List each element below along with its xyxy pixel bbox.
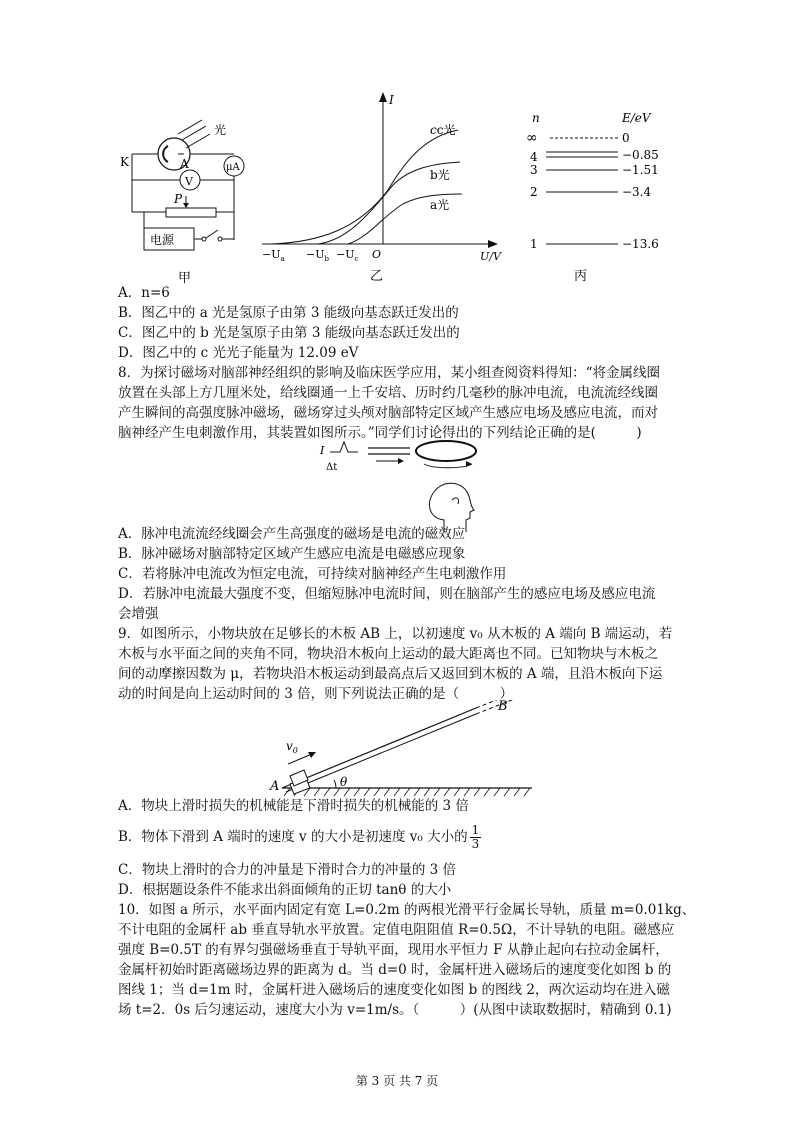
q9-option-a: A．物块上滑时损失的机械能是下滑时损失的机械能的 3 倍 [118,798,469,814]
q8-stem-line-2: 放置在头部上方几厘米处，给线圈通一上千安培、历时约几毫秒的脉冲电流，电流流经线圈 [118,385,658,401]
level-n-4: 4 [530,150,538,164]
q8-option-d: D．若脉冲电流最大强度不变，但缩短脉冲电流时间，则在脑部产生的感应电场及感应电流 [118,586,656,602]
n-header: n [532,111,540,125]
level-e-4: −0.85 [622,148,659,162]
q9-stem-line-2: 木板与水平面之间的夹角不同，物块沿木板向上运动的最大距离也不同。已知物块与木板之 [118,646,658,662]
fraction-denominator: 3 [471,837,480,851]
q8-option-b: B．脉冲磁场对脑部特定区域产生感应电流是电磁感应现象 [118,546,466,562]
fraction-one-third [470,824,482,851]
level-n-inf: ∞ [526,130,538,146]
curve-c [272,130,458,244]
q9-stem-line-4: 动的时间是向上运动时间的 3 倍，则下列说法正确的是（ ） [118,686,514,702]
q8-option-a: A．脉冲电流流经线圈会产生高强度的磁场是电流的磁效应 [118,526,466,542]
q7-option-c: C．图乙中的 b 光是氢原子由第 3 能级向基态跃迁发出的 [118,325,460,341]
curve-a-label: a光 [430,198,450,212]
level-e-1: −13.6 [622,237,659,251]
figure-yi-iu-curves [258,90,508,286]
cathode-k-label: K [120,155,129,169]
fraction-numerator: 1 [471,823,480,837]
q8-stem-line-1: 8．为探讨磁场对脑部神经组织的影响及临床医学应用，某小组查阅资料得知：“将金属线圈 [118,365,660,381]
pulse-i-label: I [320,444,325,457]
q9-option-d: D．根据题设条件不能求出斜面倾角的正切 tanθ 的大小 [118,882,452,898]
q7-option-a: A．n=6 [118,285,170,301]
uc-tick: $-U_c$ [336,248,359,263]
q10-stem-line-2: 不计电阻的金属杆 ab 垂直导轨水平放置。定值电阻阻值 R=0.5Ω，不计导轨的电阻。磁感应 [118,922,675,938]
light-label: 光 [214,123,227,137]
q7-option-b: B．图乙中的 a 光是氢原子由第 3 能级向基态跃迁发出的 [118,305,459,321]
point-b-label: B [498,700,508,714]
q8-stem-line-3: 产生瞬间的高强度脉冲磁场，磁场穿过头颅对脑部特定区域产生感应电场及感应电流，而对 [118,405,658,421]
level-n-1: 1 [530,237,538,251]
theta-label: θ [340,775,348,789]
anode-a-label: A [180,157,189,171]
ub-tick: $-U_b$ [306,248,329,263]
level-e-3: −1.51 [622,163,659,177]
q10-stem-line-1: 10．如图 a 所示，水平面内固定有宽 L=0.2m 的两根光滑平行金属长导轨，质量 m=0.01kg、 [118,902,696,918]
q9-option-b-text: B．物体下滑到 A 端时的速度 v 的大小是初速度 v₀ 大小的 [118,829,468,845]
figure-yi-caption: 乙 [370,269,384,284]
level-e-inf: 0 [622,131,630,145]
u-axis-label: U/V [480,250,501,263]
q9-incline-figure [266,700,536,800]
power-source-label: 电源 [150,233,175,247]
level-n-3: 3 [530,163,538,177]
q8-stem-line-4: 脑神经产生电刺激作用，其装置如图所示。”同学们讨论得出的下列结论正确的是( ) [118,425,642,441]
q7-option-d: D．图乙中的 c 光光子能量为 12.09 eV [118,345,359,361]
figure-bing-caption: 丙 [574,269,588,284]
origin-label: O [372,248,382,261]
voltmeter-label: V [185,175,193,188]
v0-label: $v_0$ [286,739,298,755]
q8-option-c: C．若将脉冲电流改为恒定电流，可持续对脑神经产生电刺激作用 [118,566,507,582]
ua-tick: $-U_a$ [262,248,285,263]
microammeter-label: μA [226,162,240,173]
page-footer: 第 3 页 共 7 页 [355,1074,439,1088]
figure-jia-circuit [118,118,248,288]
level-n-2: 2 [530,185,538,199]
point-a-label: A [270,779,280,794]
q10-stem-line-4: 金属杆初始时距离磁场边界的距离为 d。当 d=0 时，金属杆进入磁场后的速度变化如图 b 的 [118,962,672,978]
q10-stem-line-3: 强度 B=0.5T 的有界匀强磁场垂直于导轨平面，现用水平恒力 F 从静止起向右拉动金属杆， [118,942,669,958]
q9-option-c: C．物块上滑时的合力的冲量是下滑时合力的冲量的 3 倍 [118,862,457,878]
q9-option-b [118,818,688,858]
q8-option-d-continued: 会增强 [118,606,159,622]
q9-stem-line-1: 9．如图所示，小物块放在足够长的木板 AB 上，以初速度 v₀ 从木板的 A 端向 B 端运动，若 [118,626,673,642]
figure-bing-energy-levels [520,108,700,288]
pulse-dt-label: Δt [326,462,338,473]
slider-p-label: P [174,192,183,206]
figure-jia-caption: 甲 [178,271,192,286]
i-axis-label: I [389,93,394,107]
q8-coil-figure [316,440,486,536]
q9-stem-line-3: 间的动摩擦因数为 μ，若物块沿木板运动到最高点后又返回到木板的 A 端，且沿木板向下运 [118,666,663,682]
q10-stem-line-6: 场 t=2．0s 后匀速运动，速度大小为 v=1m/s。（ ）(从图中读取数据时，精确到 0.1) [118,1002,672,1018]
e-header: E/eV [622,111,651,125]
q10-stem-line-5: 图线 1；当 d=1m 时，金属杆进入磁场后的速度变化如图 b 的图线 2，两次运动均在进入磁 [118,982,670,998]
curve-b-label: b光 [430,168,450,182]
level-e-2: −3.4 [622,185,652,199]
curve-c-label: cc光 [430,123,456,137]
